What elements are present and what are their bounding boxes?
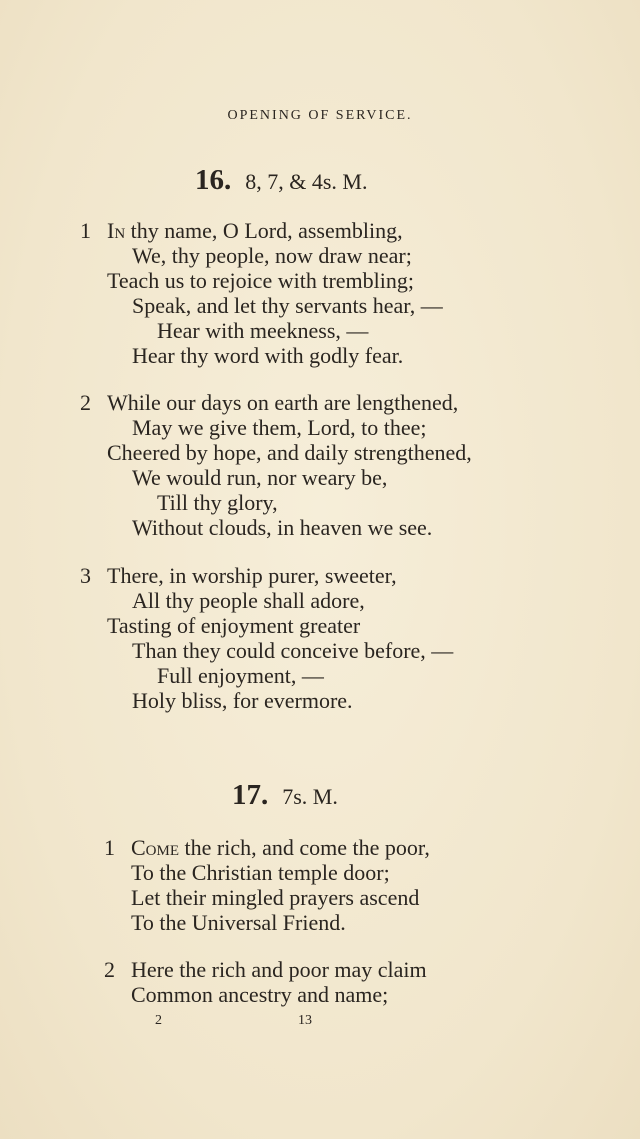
initial-word: In [107, 218, 126, 243]
hymn-meter: 7s. M. [282, 784, 338, 809]
verse-line: To the Universal Friend. [131, 910, 346, 935]
hymn-number: 16. [195, 164, 232, 196]
hymn-meter: 8, 7, & 4s. M. [245, 169, 368, 194]
verse-line: Till thy glory, [157, 490, 278, 515]
verse-line-text: the rich, and come the poor, [179, 835, 430, 860]
initial-word: Come [131, 835, 180, 860]
verse-line: Here the rich and poor may claim [131, 957, 427, 982]
verse-line: Hear thy word with godly fear. [132, 343, 404, 368]
verse-line [131, 835, 430, 861]
verse-line: Teach us to rejoice with trembling; [107, 268, 414, 293]
verse-line: Full enjoyment, — [157, 663, 324, 688]
signature-mark: 2 [155, 1013, 162, 1028]
verse-line-text: thy name, O Lord, assembling, [125, 218, 403, 243]
verse-number: 1 [80, 218, 91, 243]
verse-number: 2 [104, 957, 115, 982]
verse-line: All thy people shall adore, [132, 588, 365, 613]
verse-line: We, thy people, now draw near; [132, 243, 412, 268]
verse-line: To the Christian temple door; [131, 860, 390, 885]
verse-line: Speak, and let thy servants hear, — [132, 293, 443, 318]
verse-line: While our days on earth are lengthened, [107, 390, 459, 415]
verse-number: 3 [80, 563, 91, 588]
verse-line: Without clouds, in heaven we see. [132, 515, 433, 540]
hymn-number: 17. [232, 779, 269, 811]
verse-line: Let their mingled prayers ascend [131, 885, 420, 910]
verse-line [107, 218, 403, 244]
verse-line: Than they could conceive before, — [132, 638, 454, 663]
verse-line: We would run, nor weary be, [132, 465, 388, 490]
verse-line: Common ancestry and name; [131, 982, 389, 1007]
running-head: OPENING OF SERVICE. [227, 108, 413, 123]
verse-number: 1 [104, 835, 115, 860]
hymn-heading [232, 779, 338, 812]
verse-number: 2 [80, 390, 91, 415]
verse-line: Tasting of enjoyment greater [107, 613, 361, 638]
verse-line: May we give them, Lord, to thee; [132, 415, 427, 440]
hymn-heading [195, 164, 368, 197]
verse-line: Holy bliss, for evermore. [132, 688, 353, 713]
verse-line: Cheered by hope, and daily strengthened, [107, 440, 472, 465]
verse-line: Hear with meekness, — [157, 318, 369, 343]
verse-line: There, in worship purer, sweeter, [107, 563, 397, 588]
page-number: 13 [298, 1013, 312, 1028]
